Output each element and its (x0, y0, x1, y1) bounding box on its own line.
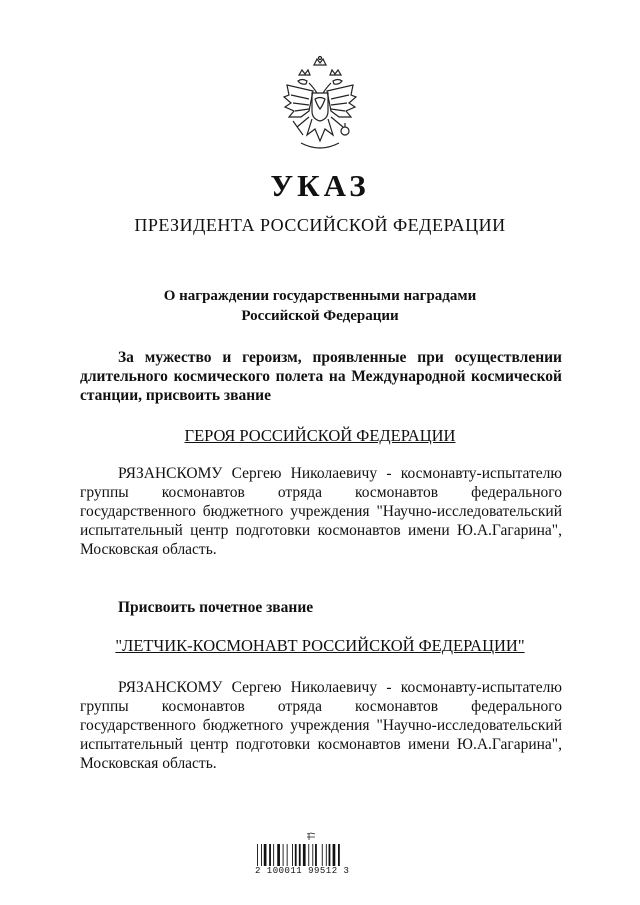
recipient-paragraph-2 (80, 678, 562, 773)
intro-text: За мужество и героизм, проявленные при осуществлении длительного космического полета на Международной космической станции, присвоить звание (80, 349, 562, 404)
recipient-text-2: РЯЗАНСКОМУ Сергею Николаевичу - космонавту-испытателю группы космонавтов отряда космонавтов федерального государственного бюджетного учреждения "Научно-исследовательский испытательный центр подготовки космонавтов имени Ю.А.Гагарина", Московская область. (80, 679, 562, 772)
section2-heading (80, 598, 562, 617)
coat-of-arms-icon (279, 55, 361, 157)
barcode-number: 2 100011 99512 3 (255, 866, 350, 876)
decree-title: УКАЗ (270, 168, 370, 203)
subject-line-2: Российской Федерации (241, 308, 399, 324)
intro-paragraph (80, 348, 562, 405)
award-title-hero: ГЕРОЯ РОССИЙСКОЙ ФЕДЕРАЦИИ (184, 426, 456, 445)
award-title-cosmonaut: "ЛЕТЧИК-КОСМОНАВТ РОССИЙСКОЙ ФЕДЕРАЦИИ" (115, 636, 525, 655)
recipient-paragraph-1 (80, 464, 562, 559)
decree-subject (0, 286, 640, 326)
decree-subtitle: ПРЕЗИДЕНТА РОССИЙСКОЙ ФЕДЕРАЦИИ (134, 215, 506, 235)
section2-heading-text: Присвоить почетное звание (118, 599, 314, 616)
recipient-text-1: РЯЗАНСКОМУ Сергею Николаевичу - космонавту-испытателю группы космонавтов отряда космонавтов федерального государственного бюджетного учреждения "Научно-исследовательский испытательный центр подготовки космонавтов имени Ю.А.Гагарина", Московская область. (80, 465, 562, 558)
subject-line-1: О награждении государственными наградами (163, 288, 477, 304)
